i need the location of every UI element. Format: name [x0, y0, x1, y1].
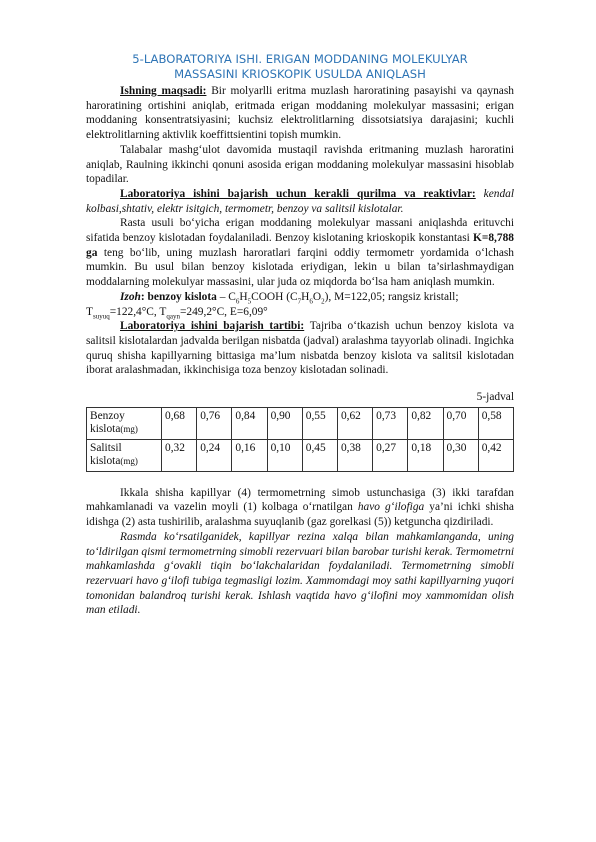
- paragraph-procedure: [86, 319, 514, 378]
- paragraph-goal: [86, 84, 514, 143]
- goal-label: Ishning maqsadi:: [120, 85, 207, 97]
- temp-symbol: T: [86, 305, 93, 318]
- table-cell: 0,24: [197, 439, 232, 471]
- table-cell: 0,27: [373, 439, 408, 471]
- row-label-name: kislota: [90, 423, 121, 436]
- temp-value: =122,4°C, T: [109, 305, 167, 318]
- page-title: [86, 52, 514, 82]
- temp-value: =249,2°C, E=6,09°: [179, 305, 268, 318]
- formula-part: O: [312, 290, 322, 303]
- paragraph-note: [86, 290, 514, 319]
- equipment-text: kendal kolbasi,shtativ, elektr isitgich, termometr, benzoy va salitsil kislotalar.: [86, 187, 514, 215]
- formula-part: H: [239, 290, 248, 303]
- table-cell: 0,32: [162, 439, 197, 471]
- note-substance: : benzoy kislota: [140, 290, 217, 303]
- formula-part: H: [301, 290, 310, 303]
- row-label-name: kislota: [90, 455, 121, 468]
- table-caption: 5-jadval: [476, 391, 514, 404]
- assembly-text-post: ya’ni ichki shisha idishga (2) asta tushirilib, aralashma suyuqlanib (gaz gorelkasi (5)) ketguncha qizdiriladi.: [86, 501, 514, 529]
- table-cell: 0,84: [232, 407, 267, 439]
- table-cell: 0,68: [162, 407, 197, 439]
- paragraph-equipment: [86, 187, 514, 216]
- table-cell: 0,70: [443, 407, 478, 439]
- paragraph-students: Talabalar mashg‘ulot davomida mustaqil ravishda eritmaning muzlash haroratini aniqlab, Raulning ikkinchi qonuni asosida erigan moddaning molekulyar massasini hisoblab topadilar.: [86, 143, 514, 186]
- table-cell: 0,82: [408, 407, 443, 439]
- row-label-unit: (mg): [120, 456, 138, 467]
- procedure-label: Laboratoriya ishini bajarish tartibi:: [120, 320, 305, 333]
- mixture-table: [86, 407, 514, 472]
- table-cell: 0,18: [408, 439, 443, 471]
- row-label-unit: (mg): [120, 424, 138, 435]
- document-page: [86, 52, 514, 618]
- formula-sub: 5: [247, 297, 252, 306]
- formula-sub: 2: [321, 297, 325, 306]
- goal-text: Bir molyarlli eritma muzlash haroratining pasayishi va qaynash haroratining ortishini aniqlab, eritmada erigan moddaning molekulyar massasini; erigan moddaning konsentratsiyasini; kuchsiz elektrolitlarning dissotsiatsiya darajasini; kuchli elektrolitlarning aktivlik koeffittsientini topish mumkin.: [86, 85, 514, 142]
- temp-sub: suyuq: [92, 311, 110, 320]
- equipment-label: Laboratoriya ishini bajarish uchun kerakli qurilma va reaktivlar:: [120, 187, 476, 200]
- title-line-2: MASSASINI KRIOSKOPIK USULDA ANIQLASH: [174, 67, 426, 81]
- temp-sub: qayn: [166, 311, 180, 320]
- row-label: [87, 407, 162, 439]
- formula-sub: 6: [309, 297, 313, 306]
- table-cell: 0,55: [302, 407, 337, 439]
- note-formula-a: – C: [216, 290, 236, 303]
- table-cell: 0,73: [373, 407, 408, 439]
- table-row: [87, 439, 514, 471]
- paragraph-assembly: [86, 486, 514, 530]
- assembly-text-pre: Ikkala shisha kapillyar (4) termometrning simob ustunchasiga (3) ikki tarafdan mahkamlanadi va vazelin moyli (1) kolbaga o‘rnatilgan: [86, 486, 514, 514]
- table-row: [87, 407, 514, 439]
- table-cell: 0,16: [232, 439, 267, 471]
- paragraph-method: [86, 216, 514, 290]
- row-label: [87, 439, 162, 471]
- table-cell: 0,30: [443, 439, 478, 471]
- formula-sub: 6: [235, 297, 240, 306]
- table-cell: 0,76: [197, 407, 232, 439]
- formula-sub: 7: [297, 297, 302, 306]
- paragraph-instructions: Rasmda ko‘rsatilganidek, kapillyar rezina xalqa bilan mahkamlanganda, uning to‘ldirilgan qismi termometrning simobli rezervuari bilan barobar turishi kerak. Termometrni mahkamlashda g‘ovakli tiqin bo‘lakchalaridan foydalaniladi. Termometrning simobli rezervuari havo g‘ilofi tubiga tegmasligi lozim. Xammomdagi moy sathi kapillyarning yuqori tomonidan balandroq turishi kerak. Ishlash vaqtida havo g‘ilofini moy xammomidan olish man etiladi.: [86, 530, 514, 617]
- table-cell: 0,10: [267, 439, 302, 471]
- table-cell: 0,45: [302, 439, 337, 471]
- procedure-text: Tajriba o‘tkazish uchun benzoy kislota va salitsil kislotalardan jadvalda berilgan nisbatda (jadval) aralashma tayyorlab olinadi. Ingichka quruq shisha kapillyarning bittasiga ma’lum nisbatda benzoy kislota va salitsil kislotadan iborat aralashmadan, ikkinchisiga toza benzoy kislotadan solinadi.: [86, 320, 514, 377]
- formula-part: COOH (C: [251, 290, 298, 303]
- table-cell: 0,90: [267, 407, 302, 439]
- table-cell: 0,58: [478, 407, 513, 439]
- assembly-air-jacket: havo g‘ilofiga: [357, 501, 425, 514]
- table-cell: 0,62: [337, 407, 372, 439]
- row-label-name: Salitsil: [90, 441, 122, 454]
- table-cell: 0,38: [337, 439, 372, 471]
- title-line-1: 5-LABORATORIYA ISHI. ERIGAN MODDANING MOLEKULYAR: [132, 52, 468, 66]
- note-properties: ), M=122,05; rangsiz kristall;: [324, 290, 459, 303]
- table-cell: 0,42: [478, 439, 513, 471]
- method-constant: K=8,788 ga: [86, 232, 514, 259]
- note-label: Izoh: [120, 290, 141, 303]
- row-label-name: Benzoy: [90, 409, 125, 422]
- method-text-post: teng bo‘lib, uning muzlash haroratlari farqini oddiy termometr yordamida o‘lchash mumkin. Bu usul bilan benzoy kislotada eriydigan, lekin u bilan ta’sirlashmaydigan moddalarning molekulyar massasini, ular juda oz miqdorda bo‘lsa ham aniqlash mumkin.: [86, 246, 514, 289]
- method-text-pre: Rasta usuli bo‘yicha erigan moddaning molekulyar massani aniqlashda erituvchi sifatida benzoy kislotadan foydalaniladi. Benzoy kislotaning krioskopik konstantasi: [86, 217, 514, 245]
